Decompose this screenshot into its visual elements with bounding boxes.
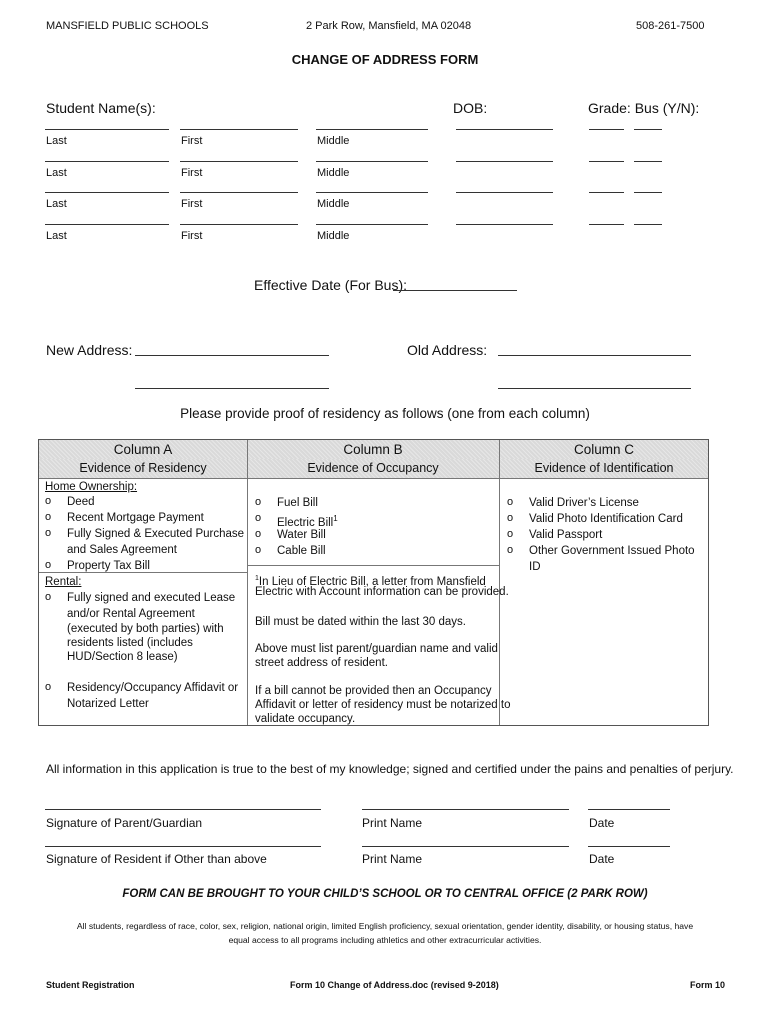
column-b-subtitle: Evidence of Occupancy — [307, 461, 439, 475]
bus-field-4[interactable] — [634, 224, 662, 225]
item-fuel-bill: Fuel Bill — [277, 497, 318, 509]
last-name-field-4[interactable] — [45, 224, 169, 225]
grade-field-1[interactable] — [589, 129, 624, 130]
old-address-label: Old Address: — [407, 342, 488, 358]
parent-signature-label: Signature of Parent/Guardian — [46, 816, 203, 830]
effective-date-label: Effective Date (For Bus): — [254, 277, 408, 293]
grade-field-2[interactable] — [589, 161, 624, 162]
effective-date-field[interactable] — [393, 290, 517, 291]
middle-label: Middle — [317, 135, 350, 147]
middle-label: Middle — [317, 198, 350, 210]
dob-field-3[interactable] — [456, 192, 553, 193]
item-cable-bill: Cable Bill — [277, 545, 326, 557]
dated-note: Bill must be dated within the last 30 days. — [255, 616, 466, 628]
last-label: Last — [46, 135, 67, 147]
org-address: 2 Park Row, Mansfield, MA 02048 — [306, 20, 472, 32]
item-passport: Valid Passport — [529, 529, 603, 541]
footnote-marker: 1 — [333, 514, 338, 523]
new-address-field-2[interactable] — [135, 388, 329, 389]
item-purchase: Fully Signed & Executed Purchase — [67, 528, 245, 540]
lease-note-3: HUD/Section 8 lease) — [67, 651, 178, 663]
bullet: o — [507, 544, 514, 556]
middle-label: Middle — [317, 230, 350, 242]
grade-field-3[interactable] — [589, 192, 624, 193]
bus-field-3[interactable] — [634, 192, 662, 193]
parent-date-field[interactable] — [588, 809, 670, 810]
bullet: o — [255, 496, 262, 508]
column-a-title: Column A — [113, 442, 173, 457]
last-label: Last — [46, 198, 67, 210]
dob-field-2[interactable] — [456, 161, 553, 162]
occupancy-note-2: Affidavit or letter of residency must be notarized to — [255, 699, 511, 711]
item-purchase-cont: and Sales Agreement — [67, 544, 177, 556]
item-drivers-license: Valid Driver’s License — [529, 497, 639, 509]
dob-label: DOB: — [453, 100, 488, 116]
bring-form-notice: FORM CAN BE BROUGHT TO YOUR CHILD’S SCHOOL OR TO CENTRAL OFFICE (2 PARK ROW) — [122, 888, 648, 900]
print-name-label: Print Name — [362, 816, 423, 830]
first-label: First — [181, 230, 203, 242]
old-address-field-1[interactable] — [498, 355, 691, 356]
electric-note-2: Electric with Account information can be provided. — [255, 586, 509, 598]
nondiscrimination-line-2: equal access to all programs including athletics and other extracurricular activities. — [228, 935, 542, 945]
nondiscrimination-line-1: All students, regardless of race, color, sex, religion, national origin, limited English proficiency, sexual orientation, gender identity, disability, or housing status, have — [76, 921, 694, 931]
dob-field-1[interactable] — [456, 129, 553, 130]
bus-field-1[interactable] — [634, 129, 662, 130]
proof-instruction: Please provide proof of residency as follows (one from each column) — [180, 406, 590, 421]
org-phone: 508-261-7500 — [636, 20, 705, 32]
first-label: First — [181, 198, 203, 210]
list-note-1: Above must list parent/guardian name and valid — [255, 643, 498, 655]
date-label: Date — [589, 852, 615, 866]
new-address-field-1[interactable] — [135, 355, 329, 356]
last-label: Last — [46, 230, 67, 242]
dob-field-4[interactable] — [456, 224, 553, 225]
bus-field-2[interactable] — [634, 161, 662, 162]
bullet: o — [45, 681, 52, 693]
resident-date-field[interactable] — [588, 846, 670, 847]
item-mortgage: Recent Mortgage Payment — [67, 512, 204, 524]
date-label: Date — [589, 816, 615, 830]
column-c-subtitle: Evidence of Identification — [534, 461, 674, 475]
occupancy-note-1: If a bill cannot be provided then an Occupancy — [255, 685, 492, 697]
item-lease: Fully signed and executed Lease — [67, 592, 236, 604]
column-b-title: Column B — [343, 442, 403, 457]
column-divider — [499, 440, 500, 725]
resident-signature-label: Signature of Resident if Other than above — [46, 852, 267, 866]
bullet: o — [45, 527, 52, 539]
parent-print-name-field[interactable] — [362, 809, 569, 810]
bullet: o — [45, 495, 52, 507]
item-affidavit-cont: Notarized Letter — [67, 698, 149, 710]
item-affidavit: Residency/Occupancy Affidavit or — [67, 682, 239, 694]
column-a-subtitle: Evidence of Residency — [79, 461, 207, 475]
bullet: o — [255, 512, 262, 524]
certification-statement: All information in this application is true to the best of my knowledge; signed and certified under the pains and penalties of perjury. — [46, 762, 734, 776]
last-name-field-3[interactable] — [45, 192, 169, 193]
bullet: o — [255, 528, 262, 540]
first-name-field-3[interactable] — [180, 192, 298, 193]
home-ownership-heading: Home Ownership: — [45, 481, 138, 493]
column-divider — [247, 440, 248, 725]
last-name-field-2[interactable] — [45, 161, 169, 162]
last-label: Last — [46, 167, 67, 179]
item-gov-photo-id: Other Government Issued Photo — [529, 545, 695, 557]
middle-name-field-4[interactable] — [316, 224, 428, 225]
middle-name-field-3[interactable] — [316, 192, 428, 193]
item-water-bill: Water Bill — [277, 529, 326, 541]
first-name-field-1[interactable] — [180, 129, 298, 130]
first-name-field-2[interactable] — [180, 161, 298, 162]
footer-right: Form 10 — [690, 980, 726, 990]
grade-field-4[interactable] — [589, 224, 624, 225]
lease-note-1: (executed by both parties) with — [67, 623, 224, 635]
lease-note-2: residents listed (includes — [67, 637, 193, 649]
middle-name-field-2[interactable] — [316, 161, 428, 162]
first-label: First — [181, 135, 203, 147]
bullet: o — [255, 544, 262, 556]
org-name: MANSFIELD PUBLIC SCHOOLS — [46, 20, 209, 32]
student-names-label: Student Name(s): — [46, 100, 156, 116]
footnote-marker: 1 — [255, 575, 259, 582]
bullet: o — [507, 528, 514, 540]
rental-heading: Rental: — [45, 576, 82, 588]
form-title: CHANGE OF ADDRESS FORM — [291, 52, 479, 67]
item-gov-photo-id-cont: ID — [529, 561, 541, 573]
first-label: First — [181, 167, 203, 179]
resident-signature-field[interactable] — [45, 846, 321, 847]
item-property-tax: Property Tax Bill — [67, 560, 150, 572]
first-name-field-4[interactable] — [180, 224, 298, 225]
footer-left: Student Registration — [46, 980, 135, 990]
parent-signature-field[interactable] — [45, 809, 321, 810]
column-c-title: Column C — [573, 442, 635, 457]
old-address-field-2[interactable] — [498, 388, 691, 389]
middle-label: Middle — [317, 167, 350, 179]
footer-center: Form 10 Change of Address.doc (revised 9-2018) — [290, 980, 499, 990]
resident-print-name-field[interactable] — [362, 846, 569, 847]
item-photo-id: Valid Photo Identification Card — [529, 513, 683, 525]
proof-table — [38, 439, 709, 726]
occupancy-note-3: validate occupancy. — [255, 713, 356, 725]
electric-bill-text: Electric Bill — [277, 516, 334, 529]
last-name-field-1[interactable] — [45, 129, 169, 130]
bullet: o — [45, 511, 52, 523]
section-divider — [39, 572, 247, 573]
bullet: o — [507, 496, 514, 508]
middle-name-field-1[interactable] — [316, 129, 428, 130]
print-name-label: Print Name — [362, 852, 423, 866]
item-lease-cont: and/or Rental Agreement — [67, 608, 195, 620]
list-note-2: street address of resident. — [255, 657, 388, 669]
grade-bus-label: Grade: Bus (Y/N): — [588, 100, 700, 116]
new-address-label: New Address: — [46, 342, 133, 358]
bullet: o — [507, 512, 514, 524]
section-divider — [247, 565, 499, 566]
electric-note-text: In Lieu of Electric Bill, a letter from Mansfield — [258, 575, 486, 588]
bullet: o — [45, 559, 52, 571]
item-deed: Deed — [67, 496, 95, 508]
bullet: o — [45, 591, 52, 603]
